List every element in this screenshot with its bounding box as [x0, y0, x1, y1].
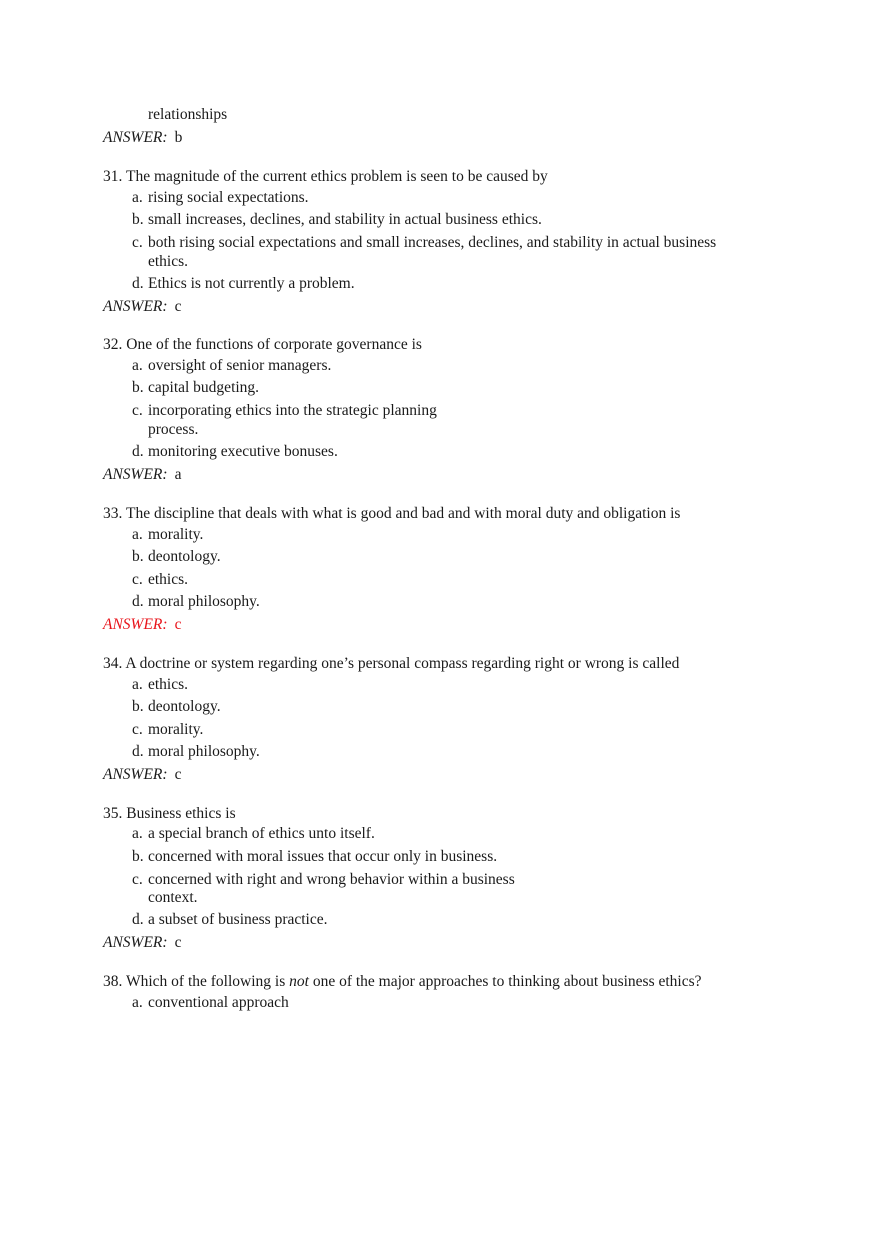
option-text: morality. — [148, 721, 204, 738]
option-text: small increases, declines, and stability in actual business ethics. — [148, 211, 542, 228]
option-letter: d. — [132, 911, 144, 928]
answer-line-highlighted — [103, 615, 181, 635]
option-text: monitoring executive bonuses. — [148, 443, 338, 460]
option-letter: a. — [132, 994, 143, 1011]
answer-value: b — [174, 129, 183, 146]
option-text: morality. — [148, 526, 204, 543]
option-letter: b. — [132, 548, 144, 565]
question-number: 35. — [103, 805, 123, 822]
option-text: concerned with moral issues that occur only in business. — [148, 848, 498, 865]
question-number: 31. — [103, 168, 123, 185]
option-letter: a. — [132, 189, 143, 206]
option-item — [132, 870, 515, 890]
option-letter: c. — [132, 402, 143, 419]
answer-line — [103, 465, 181, 485]
option-text: incorporating ethics into the strategic planning — [148, 402, 437, 419]
question-stem — [103, 504, 680, 524]
answer-label: ANSWER: — [103, 766, 168, 783]
question-text — [126, 973, 702, 990]
option-item — [132, 993, 289, 1013]
option-letter: d. — [132, 743, 144, 760]
option-text: both rising social expectations and small increases, declines, and stability in actual business — [148, 234, 717, 251]
option-text: conventional approach — [148, 994, 289, 1011]
answer-label: ANSWER: — [103, 466, 168, 483]
option-text: Ethics is not currently a problem. — [148, 275, 355, 292]
question-text-after: one of the major approaches to thinking about business ethics? — [308, 973, 702, 990]
option-letter: b. — [132, 848, 144, 865]
option-letter: c. — [132, 871, 143, 888]
option-item — [132, 675, 188, 695]
option-letter: d. — [132, 593, 144, 610]
option-item — [132, 742, 260, 762]
question-number: 38. — [103, 973, 123, 990]
question-stem — [103, 972, 702, 992]
answer-value: c — [174, 298, 182, 315]
option-letter: c. — [132, 721, 143, 738]
option-letter: c. — [132, 234, 143, 251]
option-letter: a. — [132, 357, 143, 374]
option-text: capital budgeting. — [148, 379, 260, 396]
option-item — [132, 547, 221, 567]
option-item — [132, 233, 716, 253]
option-letter: b. — [132, 379, 144, 396]
option-text: moral philosophy. — [148, 743, 260, 760]
answer-value: c — [174, 934, 182, 951]
option-item — [132, 720, 203, 740]
question-number: 33. — [103, 505, 123, 522]
question-stem — [103, 654, 679, 674]
question-stem — [103, 804, 236, 824]
option-item — [132, 592, 260, 612]
continuation-text: relationships — [148, 106, 228, 123]
question-text: A doctrine or system regarding one’s personal compass regarding right or wrong is called — [125, 655, 680, 672]
answer-label: ANSWER: — [103, 934, 168, 951]
question-text: The discipline that deals with what is good and bad and with moral duty and obligation is — [125, 505, 681, 522]
answer-value: c — [174, 766, 182, 783]
answer-value: c — [174, 616, 182, 633]
option-continuation: context. — [148, 889, 198, 906]
option-text: ethics. — [148, 676, 189, 693]
option-continuation: ethics. — [148, 253, 189, 270]
answer-value: a — [174, 466, 182, 483]
option-item — [132, 847, 497, 867]
question-number: 34. — [103, 655, 123, 672]
option-item — [132, 570, 188, 590]
option-text: a special branch of ethics unto itself. — [148, 825, 375, 842]
option-item — [132, 356, 331, 376]
answer-line — [103, 297, 181, 317]
answer-line — [103, 128, 182, 148]
option-item — [132, 525, 203, 545]
option-letter: a. — [132, 676, 143, 693]
answer-line — [103, 933, 181, 953]
answer-line — [103, 765, 181, 785]
question-number: 32. — [103, 336, 123, 353]
question-text: Business ethics is — [126, 805, 236, 822]
option-letter: c. — [132, 571, 143, 588]
option-text: ethics. — [148, 571, 189, 588]
option-letter: d. — [132, 443, 144, 460]
question-stem — [103, 167, 548, 187]
question-text-before: Which of the following is — [125, 973, 290, 990]
option-item — [132, 910, 328, 930]
option-letter: a. — [132, 825, 143, 842]
option-text: rising social expectations. — [148, 189, 309, 206]
option-item — [132, 442, 338, 462]
answer-label: ANSWER: — [103, 129, 168, 146]
question-text-emphasis: not — [289, 973, 309, 990]
option-item — [132, 274, 355, 294]
option-text: deontology. — [148, 548, 221, 565]
option-text: oversight of senior managers. — [148, 357, 332, 374]
option-letter: b. — [132, 211, 144, 228]
option-item — [132, 188, 309, 208]
option-item — [132, 824, 375, 844]
question-text: The magnitude of the current ethics problem is seen to be caused by — [125, 168, 548, 185]
option-continuation: process. — [148, 421, 199, 438]
question-text: One of the functions of corporate governance is — [126, 336, 422, 353]
option-text: deontology. — [148, 698, 221, 715]
option-letter: a. — [132, 526, 143, 543]
question-stem — [103, 335, 422, 355]
option-letter: d. — [132, 275, 144, 292]
answer-label: ANSWER: — [103, 616, 168, 633]
option-text: a subset of business practice. — [148, 911, 328, 928]
option-item — [132, 210, 542, 230]
option-text: moral philosophy. — [148, 593, 260, 610]
answer-label: ANSWER: — [103, 298, 168, 315]
option-letter: b. — [132, 698, 144, 715]
option-text: concerned with right and wrong behavior within a business — [148, 871, 515, 888]
option-item — [132, 378, 259, 398]
option-item — [132, 401, 437, 421]
option-item — [132, 697, 221, 717]
